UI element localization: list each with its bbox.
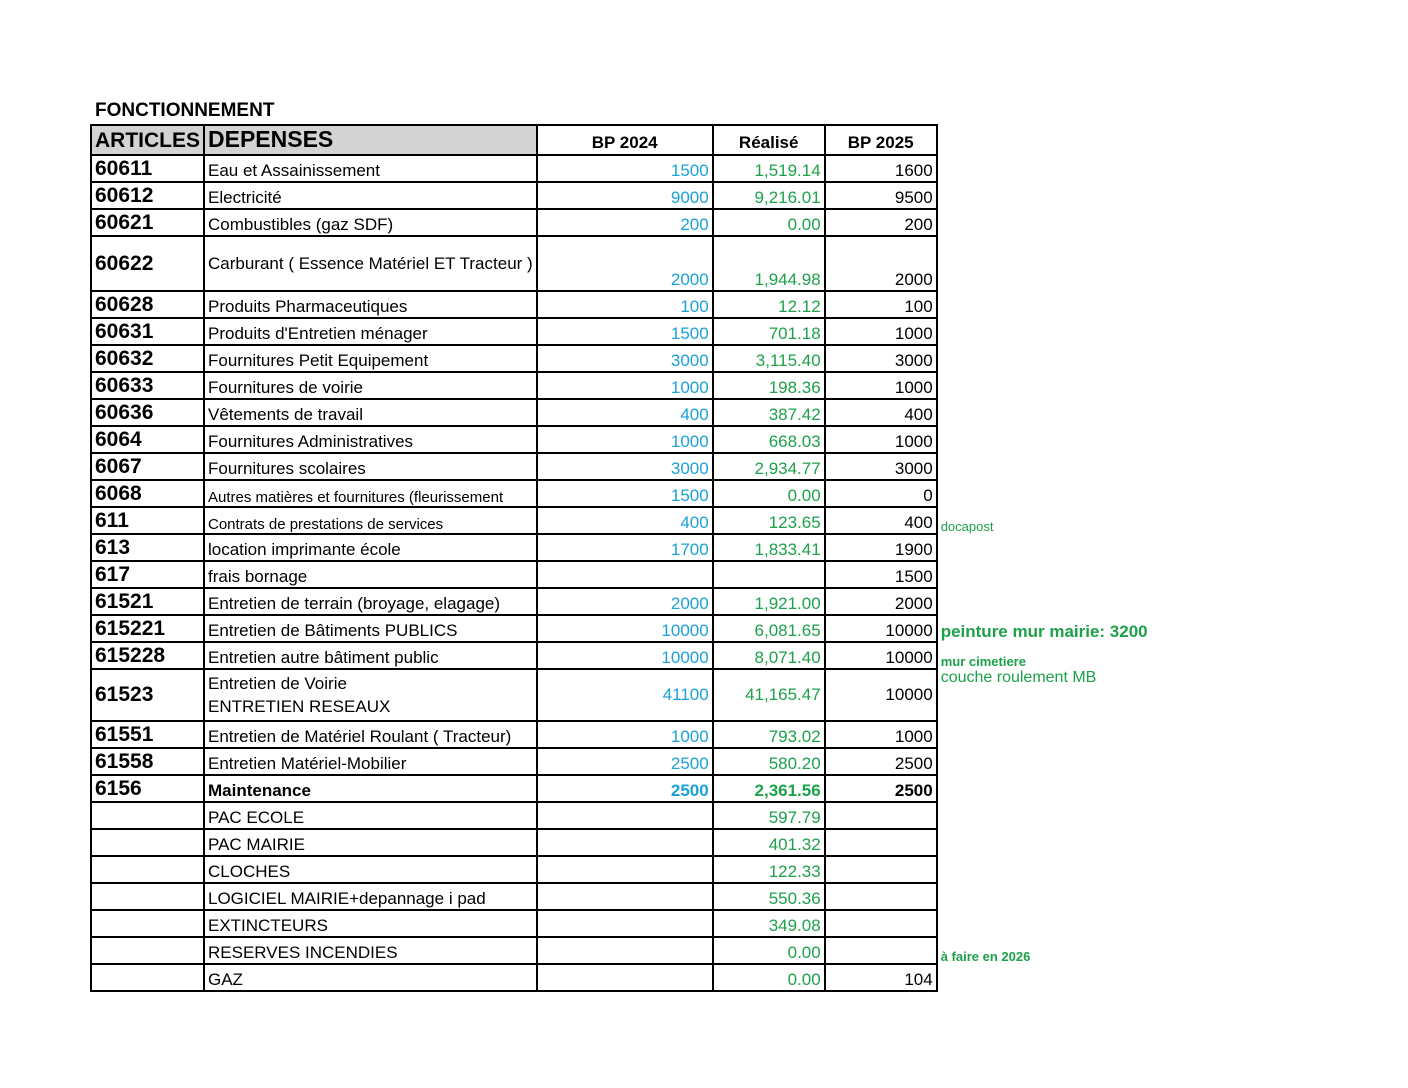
table-row bbox=[91, 748, 1197, 775]
table-row bbox=[91, 615, 1197, 642]
realise-value: 793.02 bbox=[713, 721, 825, 748]
bp2024-value: 2500 bbox=[537, 775, 713, 802]
article-code: 615228 bbox=[91, 642, 204, 669]
realise-value: 2,361.56 bbox=[713, 775, 825, 802]
bp2025-value bbox=[825, 910, 937, 937]
expense-label: Contrats de prestations de services bbox=[204, 507, 537, 534]
row-note bbox=[937, 480, 1197, 507]
article-code: 615221 bbox=[91, 615, 204, 642]
header-bp2025: BP 2025 bbox=[825, 125, 937, 155]
table-row bbox=[91, 721, 1197, 748]
realise-value: 2,934.77 bbox=[713, 453, 825, 480]
bp2025-value: 10000 bbox=[825, 669, 937, 721]
bp2024-value: 3000 bbox=[537, 453, 713, 480]
bp2025-value: 10000 bbox=[825, 615, 937, 642]
bp2025-value bbox=[825, 883, 937, 910]
expense-label: Entretien autre bâtiment public bbox=[204, 642, 537, 669]
expense-label: Maintenance bbox=[204, 775, 537, 802]
bp2024-value: 2000 bbox=[537, 588, 713, 615]
table-row bbox=[91, 561, 1197, 588]
expense-label: RESERVES INCENDIES bbox=[204, 937, 537, 964]
bp2024-value: 10000 bbox=[537, 642, 713, 669]
expense-label: Combustibles (gaz SDF) bbox=[204, 209, 537, 236]
bp2024-value: 3000 bbox=[537, 345, 713, 372]
expense-label: location imprimante école bbox=[204, 534, 537, 561]
realise-value: 550.36 bbox=[713, 883, 825, 910]
bp2024-value: 41100 bbox=[537, 669, 713, 721]
expense-label: Fournitures de voirie bbox=[204, 372, 537, 399]
bp2025-value: 400 bbox=[825, 399, 937, 426]
bp2024-value bbox=[537, 964, 713, 991]
article-code bbox=[91, 937, 204, 964]
table-row bbox=[91, 453, 1197, 480]
realise-value: 668.03 bbox=[713, 426, 825, 453]
article-code: 61551 bbox=[91, 721, 204, 748]
expense-label: LOGICIEL MAIRIE+depannage i pad bbox=[204, 883, 537, 910]
article-code bbox=[91, 910, 204, 937]
expense-label: Fournitures scolaires bbox=[204, 453, 537, 480]
row-note bbox=[937, 399, 1197, 426]
table-row bbox=[91, 642, 1197, 669]
table-row bbox=[91, 964, 1197, 991]
expense-label: PAC ECOLE bbox=[204, 802, 537, 829]
bp2024-value: 1700 bbox=[537, 534, 713, 561]
row-note bbox=[937, 964, 1197, 991]
expense-label: Entretien Matériel-Mobilier bbox=[204, 748, 537, 775]
expense-label: Eau et Assainissement bbox=[204, 155, 537, 182]
bp2025-value bbox=[825, 802, 937, 829]
bp2025-value: 2000 bbox=[825, 588, 937, 615]
row-note bbox=[937, 291, 1197, 318]
bp2024-value bbox=[537, 802, 713, 829]
realise-value bbox=[713, 561, 825, 588]
row-note bbox=[937, 453, 1197, 480]
realise-value: 8,071.40 bbox=[713, 642, 825, 669]
realise-value: 597.79 bbox=[713, 802, 825, 829]
realise-value: 123.65 bbox=[713, 507, 825, 534]
article-code: 60611 bbox=[91, 155, 204, 182]
table-row bbox=[91, 829, 1197, 856]
table-row bbox=[91, 910, 1197, 937]
article-code: 6064 bbox=[91, 426, 204, 453]
row-note bbox=[937, 802, 1197, 829]
article-code: 60628 bbox=[91, 291, 204, 318]
bp2025-value: 400 bbox=[825, 507, 937, 534]
table-row bbox=[91, 291, 1197, 318]
bp2025-value: 3000 bbox=[825, 453, 937, 480]
realise-value: 122.33 bbox=[713, 856, 825, 883]
bp2024-value: 1500 bbox=[537, 318, 713, 345]
article-code bbox=[91, 829, 204, 856]
header-depenses: DEPENSES bbox=[204, 125, 537, 155]
realise-value: 387.42 bbox=[713, 399, 825, 426]
table-row bbox=[91, 155, 1197, 182]
row-note: docapost bbox=[940, 519, 994, 534]
article-code: 60631 bbox=[91, 318, 204, 345]
bp2024-value: 1000 bbox=[537, 372, 713, 399]
bp2024-value: 1000 bbox=[537, 721, 713, 748]
article-code: 60633 bbox=[91, 372, 204, 399]
table-row bbox=[91, 534, 1197, 561]
article-code: 60622 bbox=[91, 236, 204, 291]
realise-value: 1,944.98 bbox=[713, 236, 825, 291]
table-row bbox=[91, 883, 1197, 910]
expense-label: Autres matières et fournitures (fleurissement bbox=[204, 480, 537, 507]
bp2025-value: 2500 bbox=[825, 775, 937, 802]
bp2024-value: 100 bbox=[537, 291, 713, 318]
bp2024-value: 400 bbox=[537, 507, 713, 534]
article-code: 611 bbox=[91, 507, 204, 534]
expense-label: CLOCHES bbox=[204, 856, 537, 883]
bp2025-value: 1500 bbox=[825, 561, 937, 588]
article-code: 60612 bbox=[91, 182, 204, 209]
row-note bbox=[937, 561, 1197, 588]
article-code: 613 bbox=[91, 534, 204, 561]
bp2025-value: 0 bbox=[825, 480, 937, 507]
expense-label-line-2: ENTRETIEN RESEAUX bbox=[208, 697, 391, 716]
bp2025-value: 1000 bbox=[825, 426, 937, 453]
row-note bbox=[937, 345, 1197, 372]
row-note bbox=[937, 426, 1197, 453]
bp2024-value: 10000 bbox=[537, 615, 713, 642]
article-code bbox=[91, 856, 204, 883]
row-note bbox=[937, 372, 1197, 399]
bp2024-value: 1000 bbox=[537, 426, 713, 453]
bp2025-value: 100 bbox=[825, 291, 937, 318]
realise-value: 1,833.41 bbox=[713, 534, 825, 561]
article-code: 60636 bbox=[91, 399, 204, 426]
row-note: à faire en 2026 bbox=[940, 949, 1031, 964]
bp2025-value bbox=[825, 829, 937, 856]
header-articles: ARTICLES bbox=[91, 125, 204, 155]
table-row bbox=[91, 802, 1197, 829]
row-note bbox=[937, 155, 1197, 182]
expense-label: Produits d'Entretien ménager bbox=[204, 318, 537, 345]
expense-label: Vêtements de travail bbox=[204, 399, 537, 426]
article-code: 61558 bbox=[91, 748, 204, 775]
expense-label: frais bornage bbox=[204, 561, 537, 588]
expense-label: Entretien de Bâtiments PUBLICS bbox=[204, 615, 537, 642]
expense-label: GAZ bbox=[204, 964, 537, 991]
row-note bbox=[937, 318, 1197, 345]
bp2024-value bbox=[537, 883, 713, 910]
article-code: 60632 bbox=[91, 345, 204, 372]
table-row bbox=[91, 588, 1197, 615]
row-note bbox=[937, 534, 1197, 561]
expense-label: Entretien de terrain (broyage, elagage) bbox=[204, 588, 537, 615]
realise-value: 349.08 bbox=[713, 910, 825, 937]
expense-label: PAC MAIRIE bbox=[204, 829, 537, 856]
bp2025-value: 1900 bbox=[825, 534, 937, 561]
table-row bbox=[91, 345, 1197, 372]
realise-value: 9,216.01 bbox=[713, 182, 825, 209]
realise-value: 1,519.14 bbox=[713, 155, 825, 182]
bp2025-value bbox=[825, 856, 937, 883]
row-note bbox=[937, 748, 1197, 775]
realise-value: 0.00 bbox=[713, 937, 825, 964]
article-code: 61523 bbox=[91, 669, 204, 721]
realise-value: 198.36 bbox=[713, 372, 825, 399]
bp2025-value: 2000 bbox=[825, 236, 937, 291]
bp2025-value: 1000 bbox=[825, 721, 937, 748]
expense-label: Produits Pharmaceutiques bbox=[204, 291, 537, 318]
realise-value: 12.12 bbox=[713, 291, 825, 318]
row-note bbox=[937, 721, 1197, 748]
bp2024-value: 2000 bbox=[537, 236, 713, 291]
article-code bbox=[91, 964, 204, 991]
bp2024-value bbox=[537, 937, 713, 964]
row-note bbox=[937, 236, 1197, 291]
bp2024-value: 1500 bbox=[537, 155, 713, 182]
row-note bbox=[937, 209, 1197, 236]
row-note bbox=[937, 775, 1197, 802]
table-row bbox=[91, 182, 1197, 209]
expense-label bbox=[204, 669, 537, 721]
row-note: mur cimetiere bbox=[940, 654, 1026, 669]
bp2024-value bbox=[537, 910, 713, 937]
expense-label: EXTINCTEURS bbox=[204, 910, 537, 937]
table-row bbox=[91, 775, 1197, 802]
expense-label: Fournitures Administratives bbox=[204, 426, 537, 453]
realise-value: 3,115.40 bbox=[713, 345, 825, 372]
table-row bbox=[91, 856, 1197, 883]
row-note bbox=[937, 910, 1197, 937]
realise-value: 41,165.47 bbox=[713, 669, 825, 721]
bp2024-value: 2500 bbox=[537, 748, 713, 775]
bp2024-value bbox=[537, 561, 713, 588]
table-row bbox=[91, 507, 1197, 534]
realise-value: 6,081.65 bbox=[713, 615, 825, 642]
row-note: couche roulement MB bbox=[940, 669, 1097, 686]
article-code: 6067 bbox=[91, 453, 204, 480]
bp2025-value: 10000 bbox=[825, 642, 937, 669]
row-note bbox=[937, 588, 1197, 615]
realise-value: 0.00 bbox=[713, 964, 825, 991]
expense-label: Carburant ( Essence Matériel ET Tracteur ) bbox=[204, 236, 537, 291]
row-note bbox=[937, 883, 1197, 910]
realise-value: 580.20 bbox=[713, 748, 825, 775]
realise-value: 401.32 bbox=[713, 829, 825, 856]
realise-value: 0.00 bbox=[713, 480, 825, 507]
table-row bbox=[91, 669, 1197, 721]
bp2025-value: 9500 bbox=[825, 182, 937, 209]
article-code bbox=[91, 883, 204, 910]
table-row bbox=[91, 480, 1197, 507]
article-code: 617 bbox=[91, 561, 204, 588]
row-note: peinture mur mairie: 3200 bbox=[940, 622, 1148, 641]
header-bp2024: BP 2024 bbox=[537, 125, 713, 155]
expense-label: Electricité bbox=[204, 182, 537, 209]
realise-value: 701.18 bbox=[713, 318, 825, 345]
budget-table bbox=[90, 124, 1198, 992]
page-title: FONCTIONNEMENT bbox=[95, 100, 275, 121]
table-row bbox=[91, 372, 1197, 399]
row-note bbox=[937, 829, 1197, 856]
table-row bbox=[91, 937, 1197, 964]
bp2025-value bbox=[825, 937, 937, 964]
bp2025-value: 104 bbox=[825, 964, 937, 991]
bp2024-value: 9000 bbox=[537, 182, 713, 209]
article-code bbox=[91, 802, 204, 829]
article-code: 60621 bbox=[91, 209, 204, 236]
expense-label: Fournitures Petit Equipement bbox=[204, 345, 537, 372]
article-code: 61521 bbox=[91, 588, 204, 615]
table-row bbox=[91, 399, 1197, 426]
bp2024-value: 1500 bbox=[537, 480, 713, 507]
bp2025-value: 1600 bbox=[825, 155, 937, 182]
bp2025-value: 1000 bbox=[825, 372, 937, 399]
article-code: 6156 bbox=[91, 775, 204, 802]
realise-value: 1,921.00 bbox=[713, 588, 825, 615]
row-note bbox=[937, 856, 1197, 883]
bp2025-value: 2500 bbox=[825, 748, 937, 775]
table-row bbox=[91, 236, 1197, 291]
table-row bbox=[91, 209, 1197, 236]
table-row bbox=[91, 426, 1197, 453]
bp2024-value: 400 bbox=[537, 399, 713, 426]
expense-label-line-1: Entretien de Voirie bbox=[208, 674, 347, 693]
article-code: 6068 bbox=[91, 480, 204, 507]
header-spacer bbox=[937, 125, 1197, 155]
bp2024-value bbox=[537, 829, 713, 856]
bp2024-value: 200 bbox=[537, 209, 713, 236]
bp2025-value: 3000 bbox=[825, 345, 937, 372]
bp2024-value bbox=[537, 856, 713, 883]
header-row bbox=[91, 125, 1197, 155]
realise-value: 0.00 bbox=[713, 209, 825, 236]
header-realise: Réalisé bbox=[713, 125, 825, 155]
bp2025-value: 200 bbox=[825, 209, 937, 236]
row-note bbox=[937, 182, 1197, 209]
table-row bbox=[91, 318, 1197, 345]
expense-label: Entretien de Matériel Roulant ( Tracteur) bbox=[204, 721, 537, 748]
bp2025-value: 1000 bbox=[825, 318, 937, 345]
